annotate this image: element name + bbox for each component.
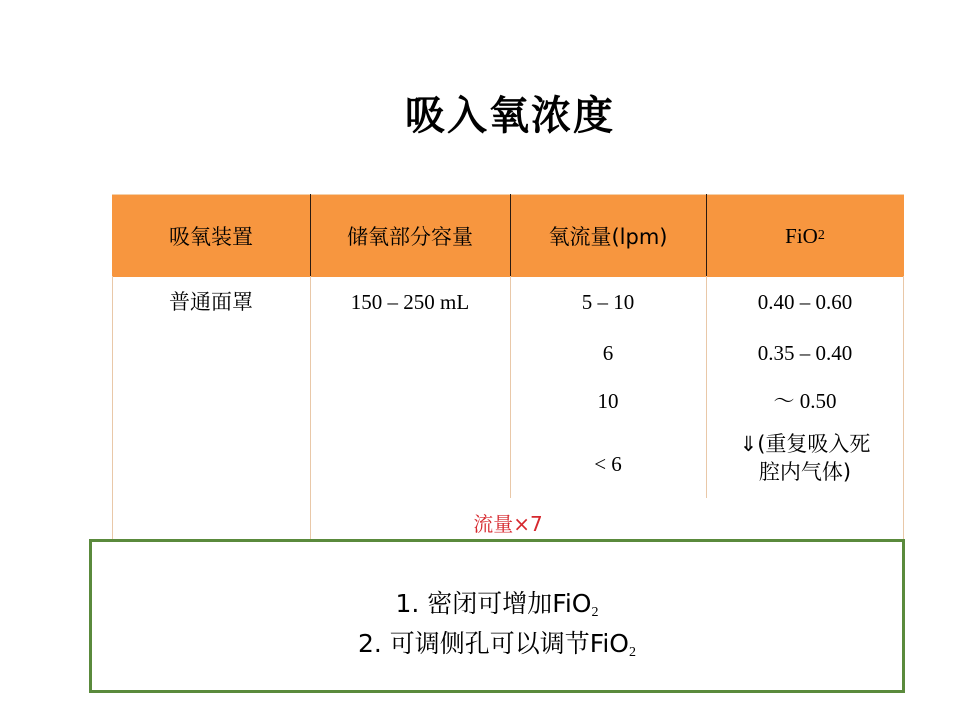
device-cell: 普通面罩 bbox=[169, 290, 253, 314]
flow-cell: 10 bbox=[597, 389, 619, 413]
header-device: 吸氧装置 bbox=[169, 225, 253, 249]
header-capacity: 储氧部分容量 bbox=[347, 225, 473, 249]
header-divider bbox=[510, 194, 511, 276]
header-divider bbox=[310, 194, 311, 276]
flow-note: 流量×7 bbox=[473, 512, 543, 536]
header-flow: 氧流量(lpm) bbox=[548, 225, 668, 249]
note-line-2: 2. 可调侧孔可以调节FiO$_2$ bbox=[358, 629, 636, 660]
flow-cell: < 6 bbox=[594, 452, 622, 476]
flow-cell: 5 – 10 bbox=[581, 290, 635, 314]
fio2-cell: 0.40 – 0.60 bbox=[757, 290, 853, 314]
note-line-1: 1. 密闭可增加FiO$_2$ bbox=[395, 589, 599, 620]
flow-cell: 6 bbox=[602, 341, 614, 365]
header-fio2: FiO 2 bbox=[785, 223, 825, 248]
notes-box bbox=[89, 539, 905, 693]
fio2-cell: ～ 0.50 bbox=[773, 389, 837, 413]
fio2-cell: ⇓(重复吸入死 腔内气体) bbox=[739, 432, 871, 484]
table-header-row bbox=[112, 194, 904, 277]
capacity-cell: 150 – 250 mL bbox=[350, 290, 470, 314]
oxygen-table bbox=[112, 194, 904, 540]
page-title: 吸入氧浓度 bbox=[405, 93, 615, 139]
header-divider bbox=[706, 194, 707, 276]
fio2-cell: 0.35 – 0.40 bbox=[757, 341, 853, 365]
